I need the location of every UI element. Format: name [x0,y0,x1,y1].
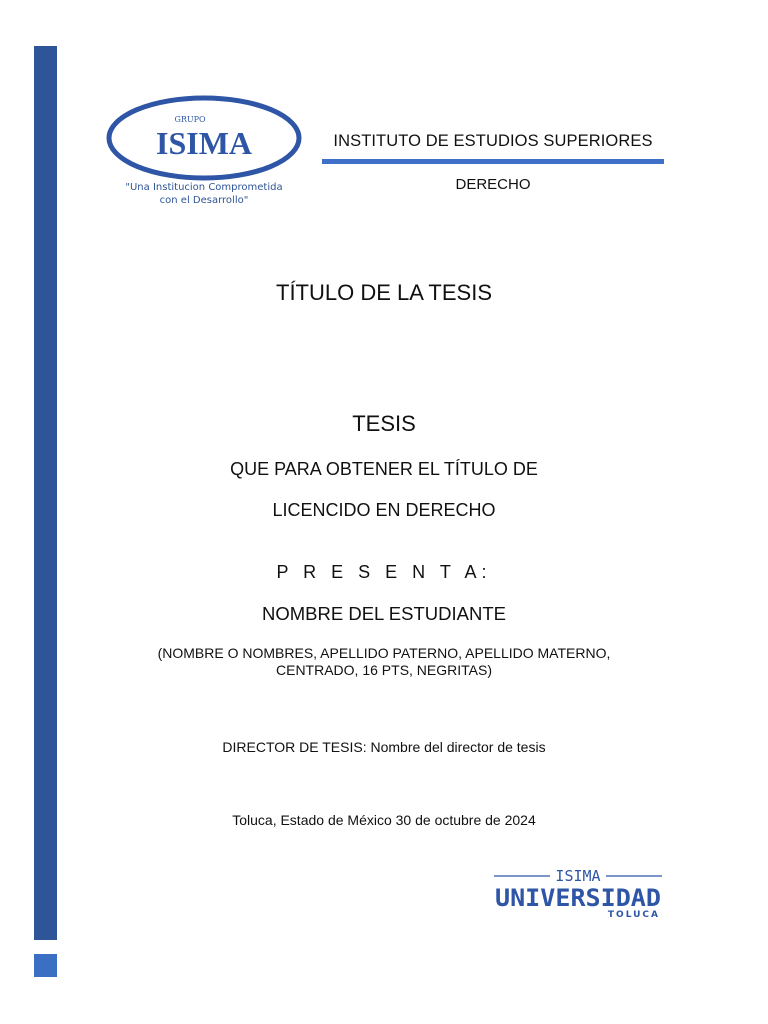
document-type: TESIS [352,411,416,436]
student-name: NOMBRE DEL ESTUDIANTE [262,603,506,624]
thesis-title: TÍTULO DE LA TESIS [276,280,492,305]
presenta-label: P R E S E N T A: [276,562,492,582]
header-divider [322,159,664,164]
place-and-date: Toluca, Estado de México 30 de octubre de 2024 [232,812,536,828]
purpose-line-2: LICENCIDO EN DERECHO [272,500,496,520]
univ-logo-main-text: UNIVERSIDAD [495,884,661,912]
tagline-line-2: con el Desarrollo" [159,195,249,206]
student-name-note [0,645,768,679]
isima-universidad-logo [492,864,664,918]
name-note-line-2: CENTRADO, 16 PTS, NEGRITAS) [276,662,492,678]
director-name: Nombre del director de tesis [370,739,546,755]
logo-name-text: ISIMA [155,125,253,161]
logo-tagline [104,181,304,207]
institute-name: INSTITUTO DE ESTUDIOS SUPERIORES [333,132,653,150]
decorative-corner-square [34,954,57,977]
univ-logo-top-text: ISIMA [555,867,601,885]
thesis-director [0,739,768,755]
tagline-line-1: "Una Institucion Comprometida [125,182,283,193]
purpose-line-1: QUE PARA OBTENER EL TÍTULO DE [230,459,538,479]
program-name: DERECHO [455,176,531,193]
director-label: DIRECTOR DE TESIS: [222,739,367,755]
logo-group-text: GRUPO [174,115,206,124]
name-note-line-1: (NOMBRE O NOMBRES, APELLIDO PATERNO, APELLIDO MATERNO, [157,645,611,661]
institution-header [322,132,664,193]
decorative-side-bar [34,46,57,940]
univ-logo-city-text: TOLUCA [607,910,660,918]
